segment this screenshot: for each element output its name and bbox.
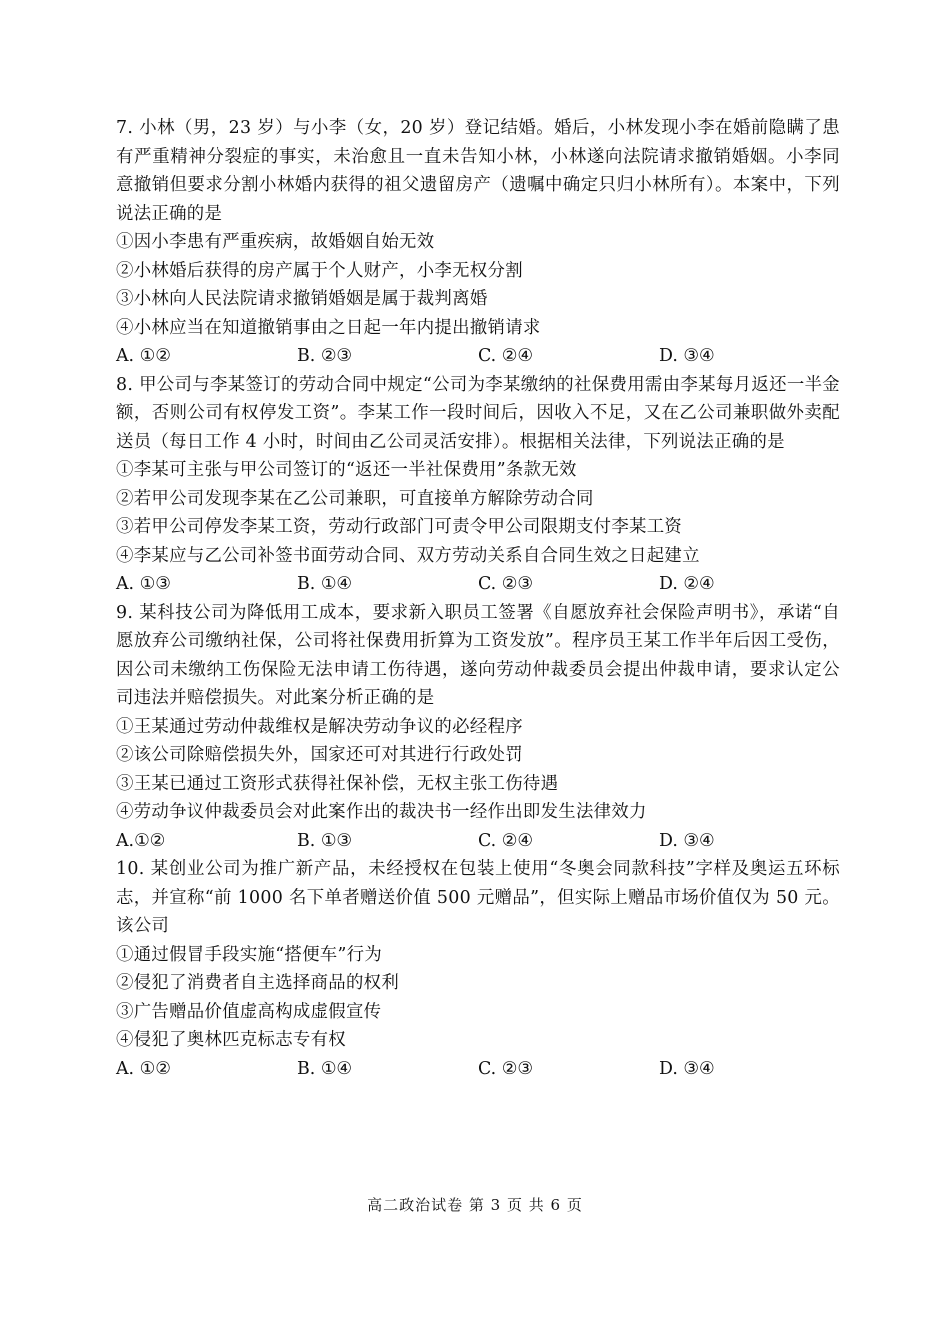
statement-item: ①王某通过劳动仲裁维权是解决劳动争议的必经程序 (116, 716, 523, 737)
statement-item: ④小林应当在知道撤销事由之日起一年内提出撤销请求 (116, 317, 541, 338)
option-c: C. ②③ (478, 574, 533, 594)
option-c: C. ②③ (478, 1058, 533, 1079)
statement-item: ①李某可主张与甲公司签订的“返还一半社保费用”条款无效 (116, 460, 577, 480)
question-stem: 7. 小林（男，23 岁）与小李（女，20 岁）登记结婚。婚后，小林发现小李在婚前隐瞒了患有严重精神分裂症的事实，未治愈且一直未告知小林，小林遂向法院请求撤销婚姻。小李同意撤销但要求分割小林婚内获得的祖父遗留房产（遗嘱中确定只归小林所有）。本案中，下列说法正确的是 (116, 118, 840, 224)
statement-item: ②若甲公司发现李某在乙公司兼职，可直接单方解除劳动合同 (116, 488, 594, 509)
questions-section (116, 114, 840, 1083)
option-a: A. ①③ (116, 574, 171, 594)
question-stem: 9. 某科技公司为降低用工成本，要求新入职员工签署《自愿放弃社会保险声明书》，承诺“自愿放弃公司缴纳社保，公司将社保费用折算为工资发放”。程序员王某工作半年后因工受伤，因公司未缴纳工伤保险无法申请工伤待遇，遂向劳动仲裁委员会提出仲裁申请，要求认定公司违法并赔偿损失。对此案分析正确的是 (116, 602, 840, 708)
statement-item: ③若甲公司停发李某工资，劳动行政部门可责令甲公司限期支付李某工资 (116, 517, 683, 537)
question-stem: 8. 甲公司与李某签订的劳动合同中规定“公司为李某缴纳的社保费用需由李某每月返还一半金额，否则公司有权停发工资”。李某工作一段时间后，因收入不足，又在乙公司兼职做外卖配送员（每日工作 4 小时，时间由乙公司灵活安排）。根据相关法律，下列说法正确的是 (116, 374, 840, 452)
statement-item: ②该公司除赔偿损失外，国家还可对其进行行政处罚 (116, 745, 523, 765)
option-a: A.①② (116, 830, 166, 851)
option-b: B. ①④ (297, 574, 353, 594)
answer-options (116, 570, 840, 599)
option-a: A. ①② (116, 346, 171, 366)
question-7 (116, 114, 840, 371)
option-c: C. ②④ (478, 830, 533, 851)
statement-item: ①因小李患有严重疾病，故婚姻自始无效 (116, 232, 435, 252)
option-b: B. ①④ (297, 1058, 353, 1079)
statement-item: ②侵犯了消费者自主选择商品的权利 (116, 973, 400, 993)
statement-item: ③王某已通过工资形式获得社保补偿，无权主张工伤待遇 (116, 773, 559, 794)
answer-options (116, 827, 840, 856)
option-b: B. ①③ (297, 830, 353, 851)
question-9 (116, 599, 840, 856)
option-d: D. ②④ (659, 574, 715, 594)
statement-item: ③小林向人民法院请求撤销婚姻是属于裁判离婚 (116, 289, 488, 309)
statement-item: ①通过假冒手段实施“搭便车”行为 (116, 944, 383, 965)
answer-options (116, 342, 840, 371)
statement-item: ④劳动争议仲裁委员会对此案作出的裁决书一经作出即发生法律效力 (116, 802, 647, 822)
option-d: D. ③④ (659, 830, 715, 851)
option-d: D. ③④ (659, 346, 715, 366)
statement-item: ③广告赠品价值虚高构成虚假宣传 (116, 1001, 382, 1022)
page-footer: 高二政治试卷 第 3 页 共 6 页 (367, 1196, 583, 1214)
question-stem: 10. 某创业公司为推广新产品，未经授权在包装上使用“冬奥会同款科技”字样及奥运五环标志，并宣称“前 1000 名下单者赠送价值 500 元赠品”，但实际上赠品市场价值仅为 50 元。该公司 (116, 859, 840, 936)
option-a: A. ①② (116, 1058, 171, 1079)
statement-item: ②小林婚后获得的房产属于个人财产，小李无权分割 (116, 260, 523, 281)
option-b: B. ②③ (297, 346, 353, 366)
statement-item: ④侵犯了奥林匹克标志专有权 (116, 1030, 346, 1050)
option-c: C. ②④ (478, 346, 533, 366)
statement-item: ④李某应与乙公司补签书面劳动合同、双方劳动关系自合同生效之日起建立 (116, 545, 700, 566)
option-d: D. ③④ (659, 1058, 715, 1079)
answer-options (116, 1055, 840, 1084)
question-10 (116, 855, 840, 1083)
question-8 (116, 371, 840, 599)
